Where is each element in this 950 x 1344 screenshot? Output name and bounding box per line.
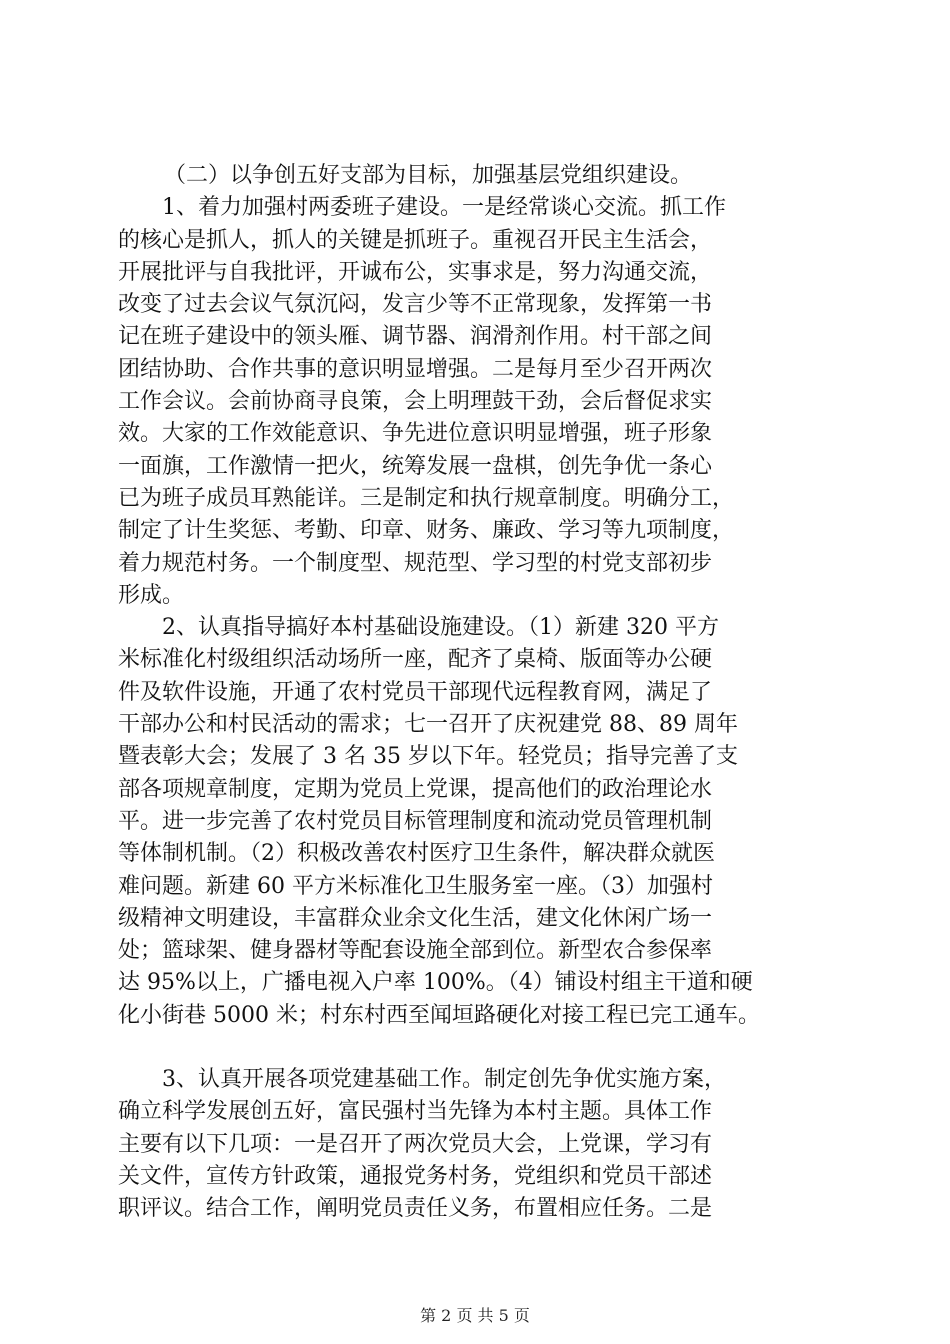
paragraph-line: 3、认真开展各项党建基础工作。制定创先争优实施方案， xyxy=(162,1067,726,1093)
paragraph-line: 处；篮球架、健身器材等配套设施全部到位。新型农合参保率 xyxy=(118,938,713,964)
paragraph-line: 确立科学发展创五好，富民强村当先锋为本村主题。具体工作 xyxy=(118,1099,713,1125)
document-body xyxy=(118,160,848,1226)
paragraph-line: 形成。 xyxy=(118,582,185,608)
paragraph-line: 化小街巷 5000 米；村东村西至闻垣路硬化对接工程已完工通车。 xyxy=(118,1002,760,1028)
paragraph-line: 制定了计生奖惩、考勤、印章、财务、廉政、学习等九项制度， xyxy=(118,518,735,544)
paragraph-line: 主要有以下几项：一是召开了两次党员大会，上党课，学习有 xyxy=(118,1131,713,1157)
paragraph-line: 一面旗，工作激情一把火，统筹发展一盘棋，创先争优一条心 xyxy=(118,453,713,479)
paragraph-line: 已为班子成员耳熟能详。三是制定和执行规章制度。明确分工， xyxy=(118,485,735,511)
paragraph-line: 职评议。结合工作，阐明党员责任义务，布置相应任务。二是 xyxy=(118,1196,713,1222)
paragraph-line: 团结协助、合作共事的意识明显增强。二是每月至少召开两次 xyxy=(118,356,713,382)
paragraph-line: 1、着力加强村两委班子建设。一是经常谈心交流。抓工作 xyxy=(162,195,726,221)
paragraph-line: 记在班子建设中的领头雁、调节器、润滑剂作用。村干部之间 xyxy=(118,324,713,350)
paragraph-line: 件及软件设施，开通了农村党员干部现代远程教育网，满足了 xyxy=(118,679,713,705)
paragraph-line: 的核心是抓人，抓人的关键是抓班子。重视召开民主生活会， xyxy=(118,227,713,253)
paragraph-line: 效。大家的工作效能意识、争先进位意识明显增强，班子形象 xyxy=(118,421,713,447)
paragraph-line: 开展批评与自我批评，开诚布公，实事求是，努力沟通交流， xyxy=(118,259,713,285)
page-number-footer: 第 2 页 共 5 页 xyxy=(420,1306,530,1325)
paragraph-line: 级精神文明建设，丰富群众业余文化生活，建文化休闲广场一 xyxy=(118,905,713,931)
paragraph-line: 着力规范村务。一个制度型、规范型、学习型的村党支部初步 xyxy=(118,550,713,576)
paragraph-gap xyxy=(118,1032,848,1064)
paragraph-line: 米标准化村级组织活动场所一座，配齐了桌椅、版面等办公硬 xyxy=(118,647,713,673)
paragraph-line: 2、认真指导搞好本村基础设施建设。（1）新建 320 平方 xyxy=(162,615,719,641)
paragraph-line: 平。进一步完善了农村党员目标管理制度和流动党员管理机制 xyxy=(118,808,713,834)
paragraph-line: 难问题。新建 60 平方米标准化卫生服务室一座。（3）加强村 xyxy=(118,873,713,899)
paragraph-line: 达 95%以上，广播电视入户率 100%。（4）铺设村组主干道和硬 xyxy=(118,970,753,996)
paragraph-line: 暨表彰大会；发展了 3 名 35 岁以下年。轻党员；指导完善了支 xyxy=(118,744,738,770)
paragraph-line: 关文件，宣传方针政策，通报党务村务，党组织和党员干部述 xyxy=(118,1163,713,1189)
paragraph-line: 部各项规章制度，定期为党员上党课，提高他们的政治理论水 xyxy=(118,776,713,802)
paragraph-line: 工作会议。会前协商寻良策，会上明理鼓干劲，会后督促求实 xyxy=(118,389,713,415)
paragraph-line: 等体制机制。（2）积极改善农村医疗卫生条件，解决群众就医 xyxy=(118,841,715,867)
paragraph-line: 干部办公和村民活动的需求；七一召开了庆祝建党 88、89 周年 xyxy=(118,712,738,738)
paragraph-line: 改变了过去会议气氛沉闷，发言少等不正常现象，发挥第一书 xyxy=(118,292,713,318)
section-heading: （二）以争创五好支部为目标，加强基层党组织建设。 xyxy=(164,163,693,188)
